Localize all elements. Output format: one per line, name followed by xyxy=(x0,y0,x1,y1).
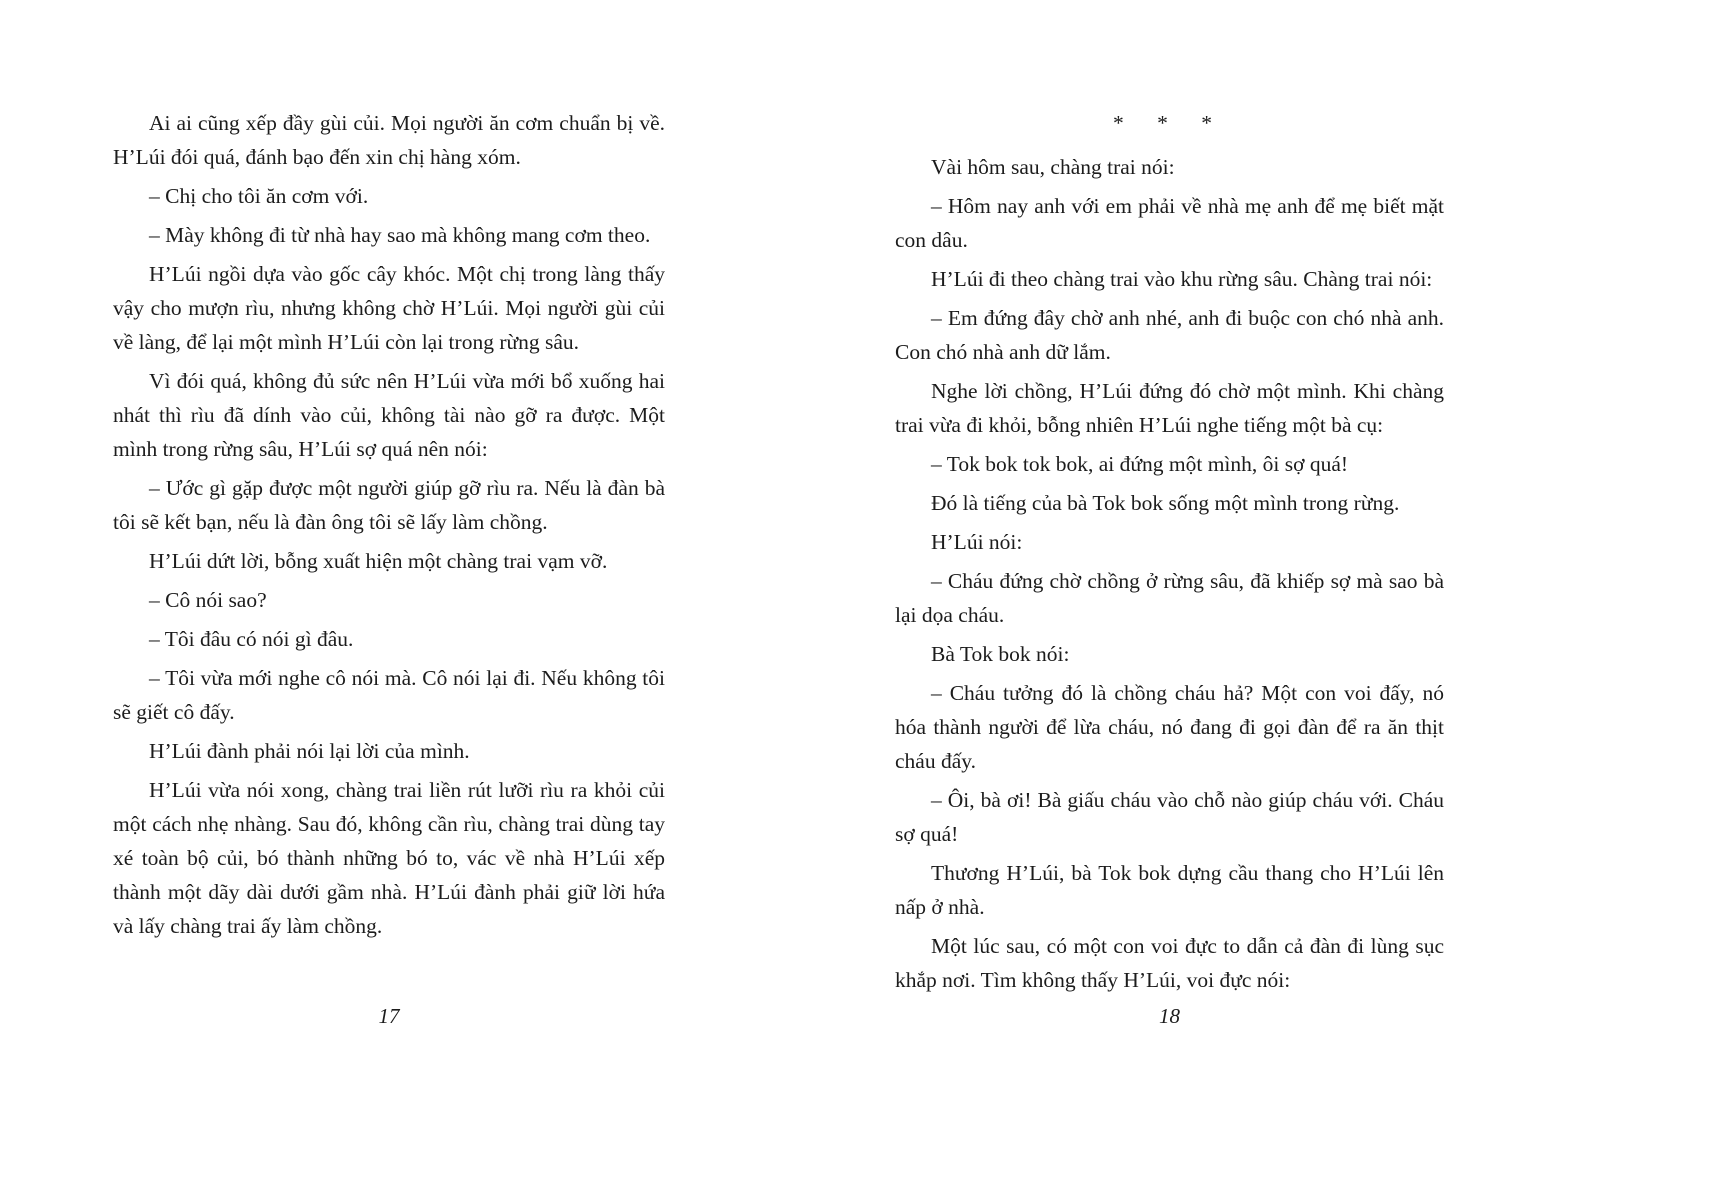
dialogue-line: – Mày không đi từ nhà hay sao mà không mang cơm theo. xyxy=(149,223,651,247)
dialogue-line: – Tôi vừa mới nghe cô nói mà. Cô nói lại đi. Nếu không tôi sẽ giết cô đấy. xyxy=(113,666,665,724)
paragraph: H’Lúi đành phải nói lại lời của mình. xyxy=(149,739,470,763)
paragraph: Vài hôm sau, chàng trai nói: xyxy=(931,155,1175,179)
paragraph: Ai ai cũng xếp đầy gùi củi. Mọi người ăn cơm chuẩn bị về. H’Lúi đói quá, đánh bạo đến xin chị hàng xóm. xyxy=(113,111,665,169)
right-page xyxy=(895,0,1444,1184)
paragraph: Nghe lời chồng, H’Lúi đứng đó chờ một mình. Khi chàng trai vừa đi khỏi, bỗng nhiên H’Lúi nghe tiếng một bà cụ: xyxy=(895,379,1444,437)
dialogue-line: – Cháu tưởng đó là chồng cháu hả? Một con voi đấy, nó hóa thành người để lừa cháu, nó đang đi gọi đàn để ra ăn thịt cháu đấy. xyxy=(895,681,1444,773)
dialogue-line: – Tok bok tok bok, ai đứng một mình, ôi sợ quá! xyxy=(931,452,1349,476)
section-separator: * * * xyxy=(1113,111,1226,135)
dialogue-line: – Ôi, bà ơi! Bà giấu cháu vào chỗ nào giúp cháu với. Cháu sợ quá! xyxy=(895,788,1444,846)
paragraph: H’Lúi vừa nói xong, chàng trai liền rút lưỡi rìu ra khỏi củi một cách nhẹ nhàng. Sau đó, không cần rìu, chàng trai dùng tay xé toàn bộ củi, bó thành những bó to, vác về nhà H’Lúi xếp thành một dãy dài dưới gầm nhà. H’Lúi đành phải giữ lời hứa và lấy chàng trai ấy làm chồng. xyxy=(113,778,665,938)
paragraph: H’Lúi nói: xyxy=(931,530,1023,554)
left-page-text xyxy=(113,106,665,948)
dialogue-line: – Cô nói sao? xyxy=(149,588,267,612)
paragraph: Đó là tiếng của bà Tok bok sống một mình trong rừng. xyxy=(931,491,1400,515)
paragraph: H’Lúi đi theo chàng trai vào khu rừng sâu. Chàng trai nói: xyxy=(931,267,1433,291)
page-number-left: 17 xyxy=(378,1004,400,1028)
page-number-right: 18 xyxy=(1159,1004,1180,1028)
dialogue-line: – Ước gì gặp được một người giúp gỡ rìu ra. Nếu là đàn bà tôi sẽ kết bạn, nếu là đàn ông tôi sẽ lấy làm chồng. xyxy=(113,476,665,534)
paragraph: Bà Tok bok nói: xyxy=(931,642,1070,666)
dialogue-line: – Tôi đâu có nói gì đâu. xyxy=(149,627,354,651)
paragraph: Thương H’Lúi, bà Tok bok dựng cầu thang cho H’Lúi lên nấp ở nhà. xyxy=(895,861,1444,919)
left-page xyxy=(113,0,665,1184)
right-page-text xyxy=(895,106,1444,1002)
dialogue-line: – Chị cho tôi ăn cơm với. xyxy=(149,184,369,208)
dialogue-line: – Em đứng đây chờ anh nhé, anh đi buộc con chó nhà anh. Con chó nhà anh dữ lắm. xyxy=(895,306,1444,364)
paragraph: H’Lúi ngồi dựa vào gốc cây khóc. Một chị trong làng thấy vậy cho mượn rìu, nhưng không chờ H’Lúi. Mọi người gùi củi về làng, để lại một mình H’Lúi còn lại trong rừng sâu. xyxy=(113,262,665,354)
paragraph: Một lúc sau, có một con voi đực to dẫn cả đàn đi lùng sục khắp nơi. Tìm không thấy H’Lúi, voi đực nói: xyxy=(895,934,1444,992)
dialogue-line: – Hôm nay anh với em phải về nhà mẹ anh để mẹ biết mặt con dâu. xyxy=(895,194,1444,252)
dialogue-line: – Cháu đứng chờ chồng ở rừng sâu, đã khiếp sợ mà sao bà lại dọa cháu. xyxy=(895,569,1444,627)
paragraph: H’Lúi dứt lời, bỗng xuất hiện một chàng trai vạm vỡ. xyxy=(149,549,608,573)
paragraph: Vì đói quá, không đủ sức nên H’Lúi vừa mới bổ xuống hai nhát thì rìu đã dính vào củi, không tài nào gỡ ra được. Một mình trong rừng sâu, H’Lúi sợ quá nên nói: xyxy=(113,369,665,461)
